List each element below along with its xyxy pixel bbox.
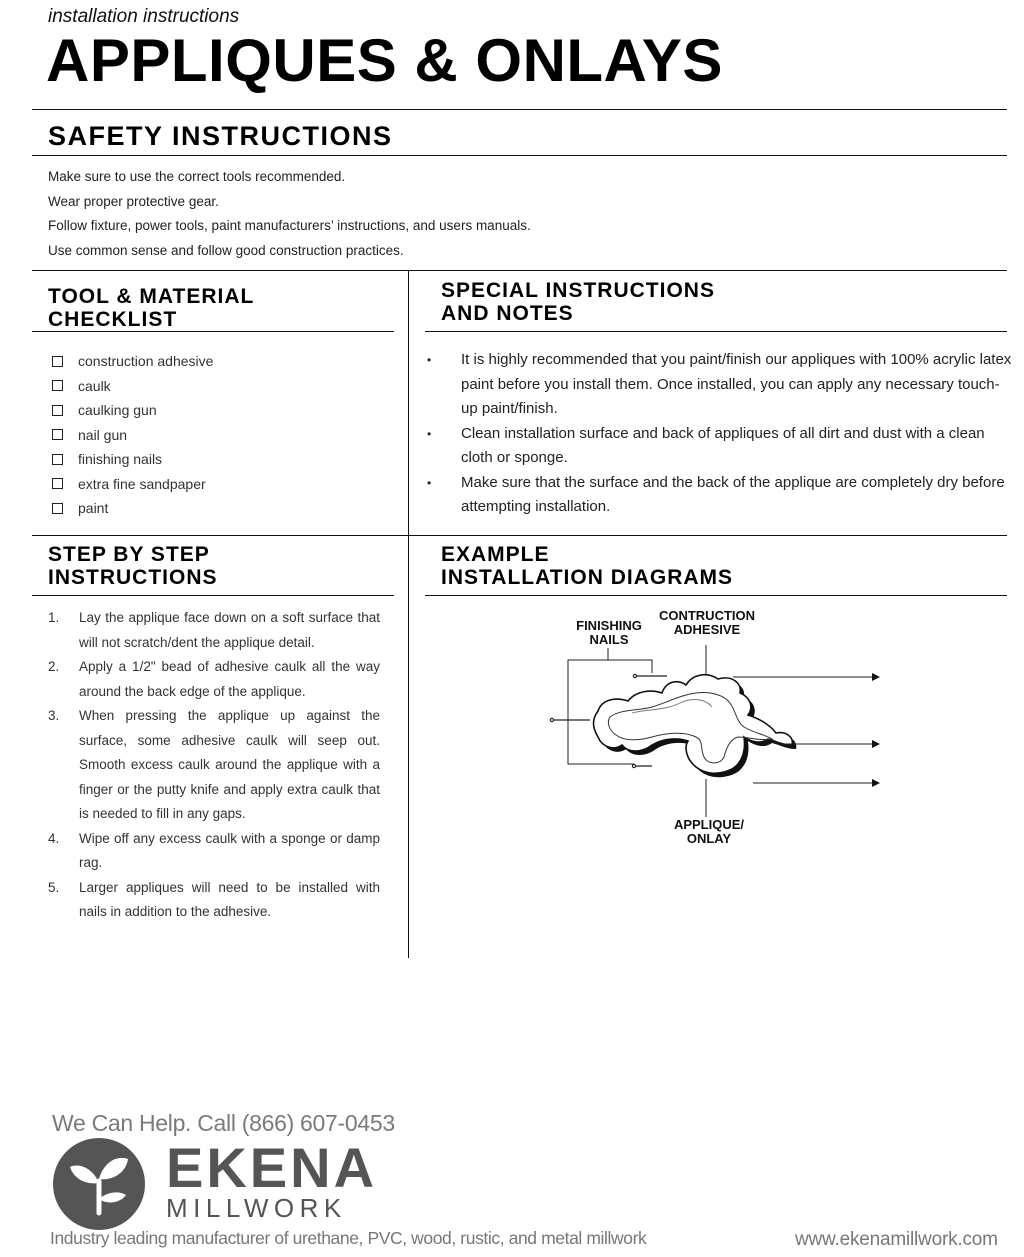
step-item: [48, 655, 380, 704]
checklist-title: [48, 285, 254, 331]
safety-item: Make sure to use the correct tools recommended.: [48, 169, 346, 184]
arrow-icon: [733, 673, 880, 681]
bullet-icon: •: [427, 475, 432, 490]
safety-list: [48, 166, 531, 264]
checklist-item-label: caulking gun: [78, 402, 157, 419]
steps-title: [48, 543, 218, 589]
notes-list: [425, 348, 1015, 520]
nail-icon: [633, 674, 667, 677]
construction-adhesive-label: [654, 609, 760, 637]
step-number: 3.: [48, 708, 60, 723]
checkbox-icon[interactable]: [52, 454, 63, 465]
checkbox-icon[interactable]: [52, 429, 63, 440]
divider: [32, 535, 1007, 536]
nail-icon: [550, 718, 590, 721]
arrow-icon: [753, 779, 880, 787]
note-text: Make sure that the surface and the back of the applique are completely dry before attempting installation.: [461, 473, 1005, 515]
checkbox-icon[interactable]: [52, 503, 63, 514]
step-text: Wipe off any excess caulk with a sponge or damp rag.: [79, 830, 380, 870]
help-callout: We Can Help. Call (866) 607-0453: [52, 1110, 395, 1136]
notes-title: [441, 279, 715, 325]
note-item: [425, 422, 1015, 471]
applique-shape: [594, 675, 797, 778]
step-number: 5.: [48, 879, 60, 895]
steps-list: [48, 606, 380, 925]
divider: [32, 270, 1007, 271]
checklist-item[interactable]: [52, 447, 213, 472]
safety-item: Follow fixture, power tools, paint manufacturers’ instructions, and users manuals.: [48, 218, 531, 233]
finishing-nails-label-line: NAILS: [589, 632, 629, 647]
checklist-item[interactable]: [52, 423, 213, 448]
checkbox-icon[interactable]: [52, 478, 63, 489]
checklist-item[interactable]: [52, 472, 213, 497]
note-item: [425, 348, 1015, 422]
step-item: [48, 606, 380, 655]
checklist-item-label: extra fine sandpaper: [78, 475, 206, 492]
step-item: [48, 704, 380, 827]
note-text: It is highly recommended that you paint/finish our appliques with 100% acrylic latex paint before you install them. Once installed, you can apply any necessary touch-up paint/finish.: [461, 351, 1012, 417]
safety-item: Wear proper protective gear.: [48, 193, 219, 209]
leaf-sprout-icon: [52, 1137, 146, 1231]
checklist-title-line: CHECKLIST: [48, 308, 178, 331]
logo-subname: MILLWORK: [166, 1193, 347, 1223]
step-text: Lay the applique face down on a soft surface that will not scratch/dent the applique detail.: [79, 610, 380, 650]
checklist-item[interactable]: [52, 374, 213, 399]
divider: [32, 595, 394, 596]
logo-name: EKENA: [166, 1136, 378, 1199]
installation-diagram: [540, 645, 900, 825]
divider: [425, 595, 1007, 596]
note-text: Clean installation surface and back of appliques of all dirt and dust with a clean cloth or sponge.: [461, 424, 985, 466]
checklist-item-label: finishing nails: [78, 451, 163, 468]
tagline: Industry leading manufacturer of urethane, PVC, wood, rustic, and metal millwork: [50, 1228, 647, 1248]
nail-icon: [632, 764, 652, 767]
steps-title-line: STEP BY STEP: [48, 543, 210, 566]
notes-title-line: SPECIAL INSTRUCTIONS: [441, 279, 715, 302]
checkbox-icon[interactable]: [52, 405, 63, 416]
notes-title-line: AND NOTES: [441, 302, 574, 325]
column-divider: [408, 270, 409, 958]
step-number: 1.: [48, 610, 60, 625]
checklist-item-label: paint: [78, 500, 109, 517]
finishing-nails-label-line: FINISHING: [576, 618, 642, 633]
steps-title-line: INSTRUCTIONS: [48, 566, 218, 589]
diagrams-title: [441, 543, 733, 589]
divider: [32, 331, 394, 332]
divider: [425, 331, 1007, 332]
checklist-item[interactable]: [52, 398, 213, 423]
step-text: Apply a 1/2" bead of adhesive caulk all the way around the back edge of the applique.: [79, 659, 380, 699]
checklist-item[interactable]: [52, 496, 213, 521]
step-number: 2.: [48, 659, 60, 674]
checklist-title-line: TOOL & MATERIAL: [48, 285, 255, 308]
step-number: 4.: [48, 830, 60, 846]
note-item: [425, 471, 1015, 520]
construction-adhesive-label-line: ADHESIVE: [673, 622, 741, 637]
checkbox-icon[interactable]: [52, 380, 63, 391]
document-subtitle: installation instructions: [48, 6, 240, 27]
checklist-item-label: construction adhesive: [78, 353, 214, 370]
applique-onlay-label-line: APPLIQUE/: [673, 817, 745, 832]
bullet-icon: •: [427, 426, 432, 441]
arrow-icon: [783, 740, 880, 748]
diagrams-title-line: INSTALLATION DIAGRAMS: [441, 566, 734, 589]
divider: [32, 155, 1007, 156]
step-item: [48, 827, 380, 876]
checklist-item-label: nail gun: [78, 426, 128, 443]
checklist: [52, 349, 213, 521]
checklist-item-label: caulk: [78, 377, 111, 394]
step-text: When pressing the applique up against the surface, some adhesive caulk will seep out. Smooth excess caulk around the applique with a finger or the putty knife and apply extra caulk that is needed to fill in any gaps.: [79, 708, 380, 821]
step-text: Larger appliques will need to be installed with nails in addition to the adhesive.: [79, 879, 380, 919]
step-item: [48, 876, 380, 925]
website-link[interactable]: www.ekenamillwork.com: [795, 1229, 998, 1250]
safety-item: Use common sense and follow good construction practices.: [48, 242, 404, 258]
diagrams-title-line: EXAMPLE: [441, 543, 550, 566]
safety-title: SAFETY INSTRUCTIONS: [48, 121, 393, 151]
checkbox-icon[interactable]: [52, 356, 63, 367]
divider: [32, 109, 1007, 110]
construction-adhesive-label-line: CONTRUCTION: [658, 608, 756, 623]
checklist-item[interactable]: [52, 349, 213, 374]
bullet-icon: •: [427, 353, 432, 367]
applique-onlay-label-line: ONLAY: [686, 831, 732, 846]
finishing-nails-label: [570, 619, 648, 647]
document-title: APPLIQUES & ONLAYS: [46, 27, 723, 94]
